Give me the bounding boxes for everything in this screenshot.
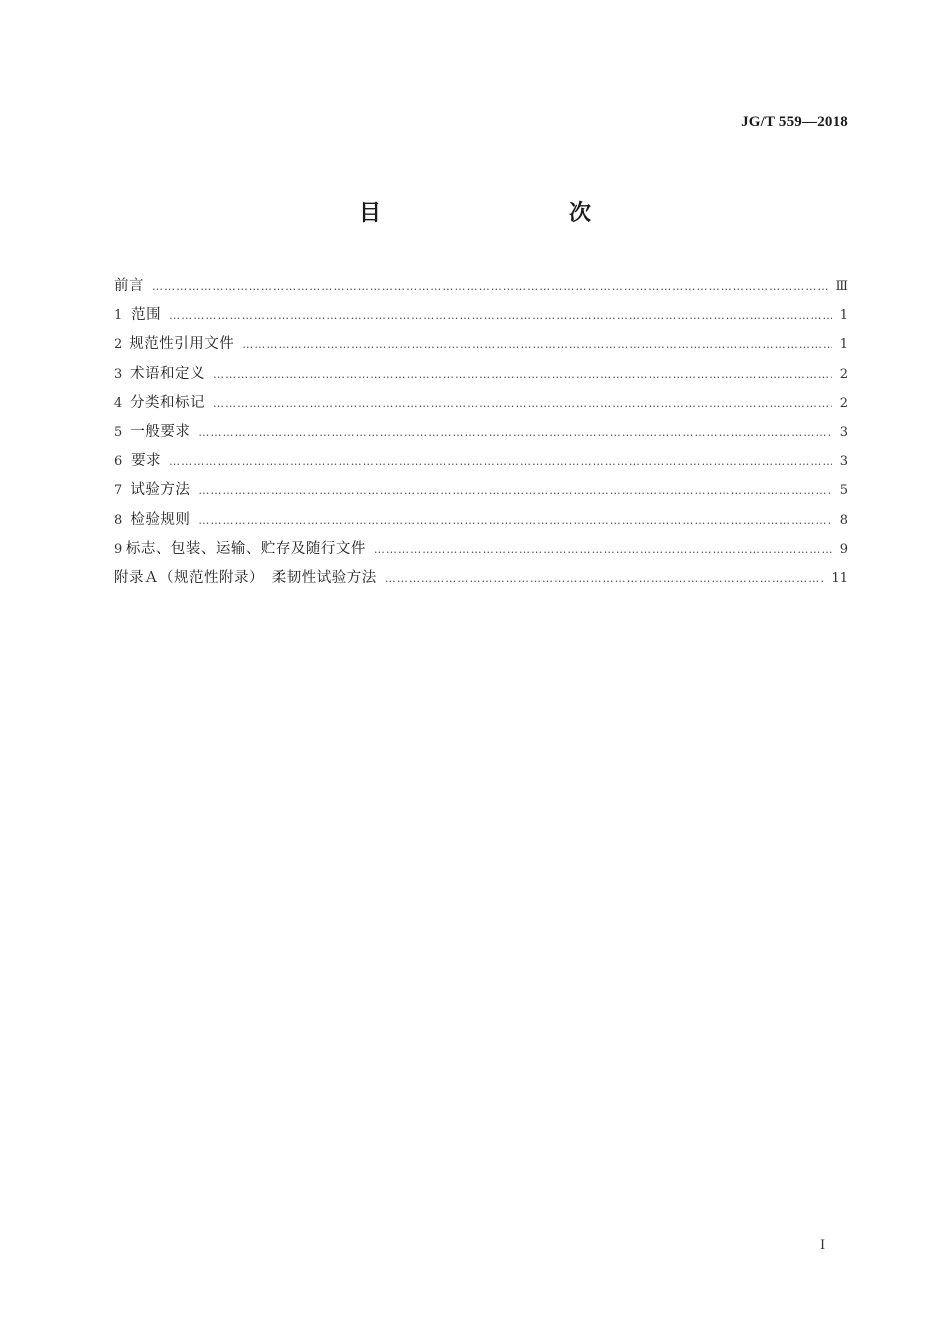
dot-leader [213,360,832,389]
toc-entry-page: 5 [839,483,848,499]
toc-entry-page: 2 [839,366,848,382]
page-title: 目 次 [358,201,639,226]
toc-entry-number: 4 [114,395,123,411]
toc-entry-label: 要求 [131,453,162,470]
toc-entry-scope[interactable] [114,301,848,330]
toc-entry-page: 1 [839,308,848,324]
toc-entry-page: 3 [839,454,848,470]
dot-leader [152,272,829,301]
dot-leader [213,389,832,418]
toc-entry-page: 9 [839,541,848,557]
toc-entry-inspection-rules[interactable] [114,506,848,535]
toc-entry-number: 8 [114,512,123,528]
dot-leader [242,330,832,359]
toc-entry-number: 2 [114,337,123,353]
toc-entry-label: 范围 [131,307,162,324]
toc-entry-test-methods[interactable] [114,476,848,505]
toc-entry-page: 3 [839,424,848,440]
toc-entry-number: 7 [114,483,123,499]
toc-entry-page: 2 [839,395,848,411]
toc-entry-normative-references[interactable] [114,330,848,359]
toc-entry-label: 试验方法 [130,482,191,499]
dot-leader [385,564,826,593]
toc-entry-number: 1 [114,308,123,324]
toc-entry-foreword[interactable] [114,272,848,301]
toc-entry-label: 附录Ａ（规范性附录） 柔韧性试验方法 [114,569,377,586]
toc-entry-number: 3 [114,366,123,382]
page-number: Ⅰ [820,1238,826,1253]
toc-entry-page: Ⅲ [835,279,848,294]
dot-leader [169,447,832,476]
toc-entry-classification[interactable] [114,389,848,418]
toc-entry-label: 一般要求 [130,423,191,440]
dot-leader [198,476,832,505]
toc-entry-number: 9 [114,541,123,557]
dot-leader [198,418,832,447]
toc-entry-label: 前言 [114,278,144,294]
toc-entry-requirements[interactable] [114,447,848,476]
toc-entry-annex-a[interactable] [114,564,848,593]
dot-leader [169,301,832,330]
toc-entry-number: 6 [114,454,123,470]
toc-entry-label: 术语和定义 [129,365,205,382]
toc-entry-marking-packaging[interactable] [114,535,848,564]
toc-entry-general-requirements[interactable] [114,418,848,447]
toc-entry-page: 1 [839,337,848,353]
toc-entry-label: 分类和标记 [129,394,205,411]
standard-code: JG/T 559—2018 [741,114,848,130]
table-of-contents [114,272,848,593]
toc-entry-number: 5 [114,424,123,440]
toc-entry-page: 8 [839,512,848,528]
toc-entry-label: 检验规则 [130,511,191,528]
dot-leader [374,535,832,564]
toc-entry-label: 规范性引用文件 [129,336,235,353]
dot-leader [198,506,832,535]
toc-entry-label: 标志、包装、运输、贮存及随行文件 [125,540,366,557]
toc-entry-terms-definitions[interactable] [114,360,848,389]
toc-entry-page: 11 [831,570,848,586]
